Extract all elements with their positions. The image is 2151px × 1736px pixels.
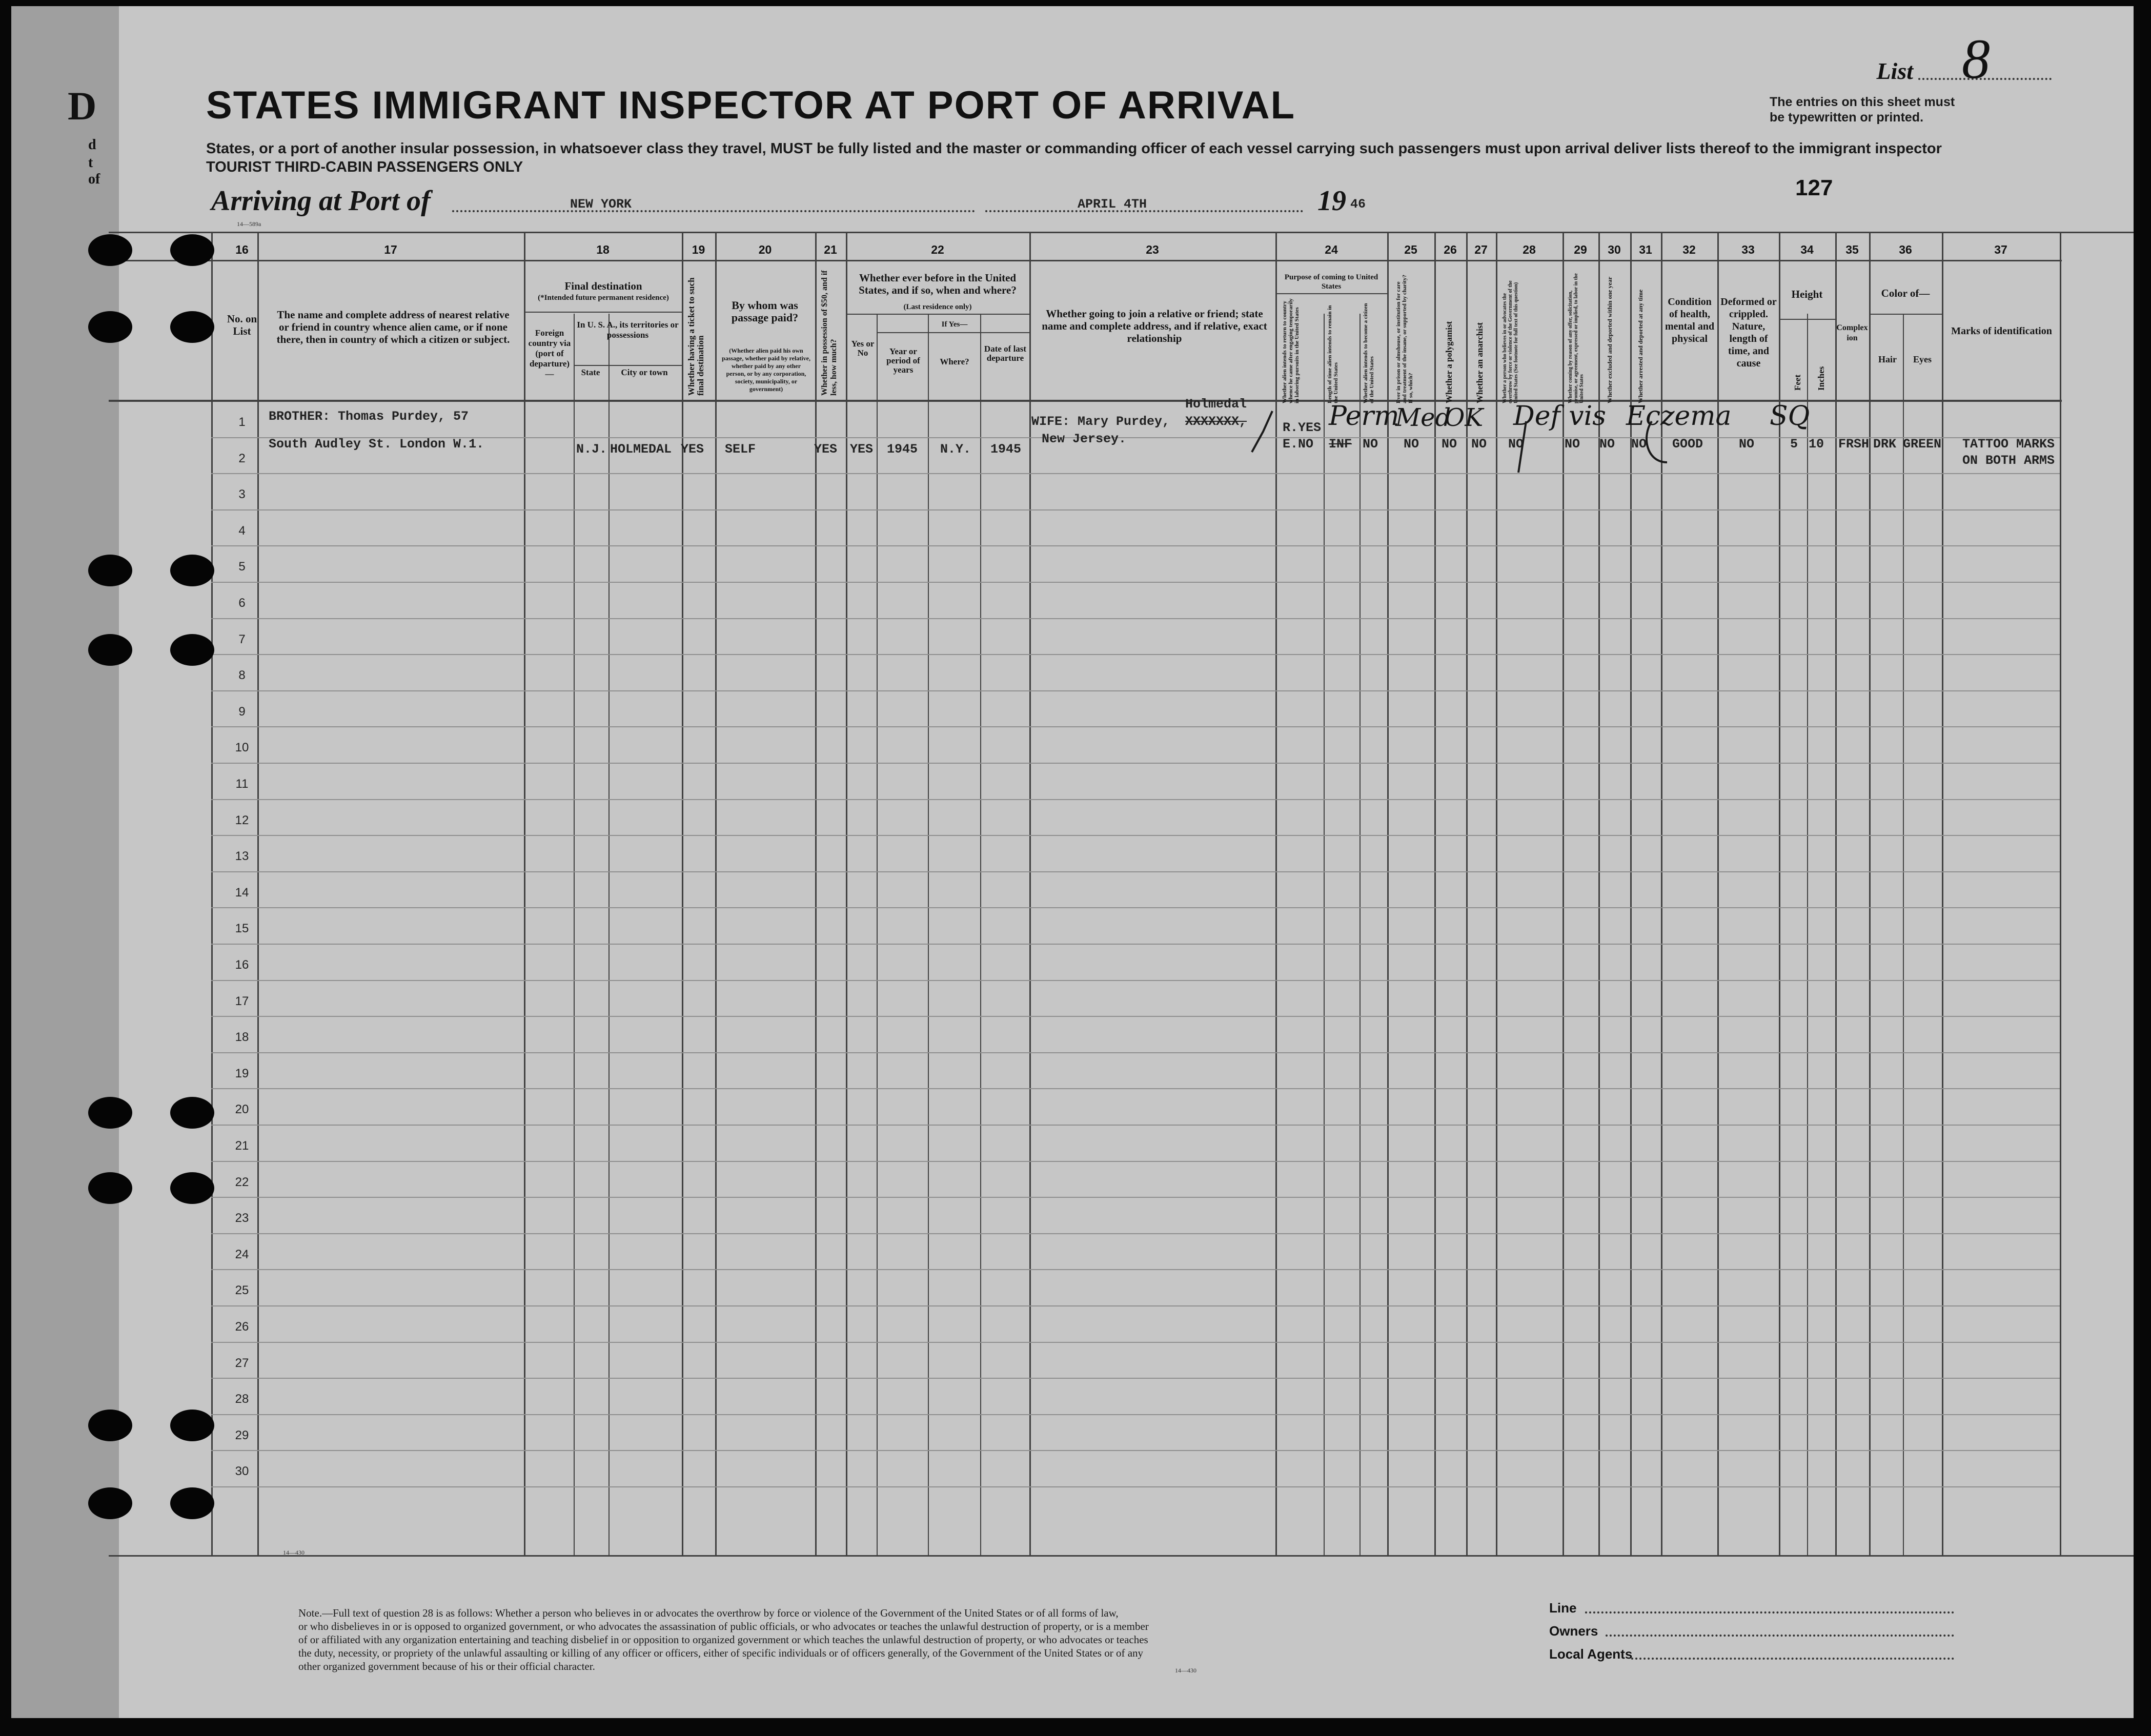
punch-hole — [170, 1097, 214, 1129]
eyes-value: GREEN — [1903, 437, 1942, 452]
grid-column-line — [1869, 232, 1871, 1555]
ticket-value: YES — [681, 442, 704, 457]
header-marks: Marks of identification — [1951, 325, 2052, 337]
header-city: City or town — [621, 367, 668, 377]
hand-eczema: Eczema — [1626, 401, 1732, 432]
row-number: 11 — [235, 777, 249, 791]
row-number: 14 — [235, 886, 249, 900]
join-line2: New Jersey. — [1042, 432, 1127, 446]
column-number: 21 — [824, 243, 837, 256]
grid-column-line — [1029, 232, 1031, 1555]
grid-column-line — [715, 232, 717, 1555]
edge-fragment: t — [88, 155, 93, 171]
header-passage-note: (Whether alien paid his own passage, whether paid by relative, whether paid by any other person, or by any corporation, society, municipality, or government) — [722, 347, 810, 393]
row-number: 8 — [238, 668, 246, 682]
column-number: 36 — [1899, 243, 1912, 256]
grid-row-line — [211, 1486, 2060, 1487]
grid-column-line — [257, 232, 259, 1555]
row-number: 7 — [238, 632, 246, 646]
punch-hole — [170, 1410, 214, 1441]
header-yes-no: Yes or No — [851, 339, 875, 358]
eczema-stroke — [1647, 421, 1667, 462]
punch-hole — [170, 634, 214, 666]
header-polygamist: Whether a polygamist — [1444, 321, 1454, 403]
grid-row-line — [211, 582, 2060, 583]
header-excluded: Whether excluded and deported within one year — [1606, 276, 1613, 403]
grid-column-line — [1835, 232, 1837, 1555]
column-number: 26 — [1444, 243, 1457, 256]
row-number: 2 — [238, 452, 246, 465]
punch-hole — [88, 1410, 132, 1441]
column-number: 30 — [1608, 243, 1621, 256]
list-number: 8 — [1962, 28, 1990, 90]
year-prefix: 19 — [1317, 185, 1346, 217]
destination-state: N.J. — [576, 442, 607, 457]
hand-marks — [1242, 401, 1805, 483]
grid-row-line — [211, 799, 2060, 800]
destination-city: HOLMEDAL — [610, 442, 672, 457]
hand-perm: Perm — [1329, 401, 1399, 432]
subheader-rule — [1779, 319, 1835, 320]
hand-sq: SQ — [1770, 401, 1810, 432]
grid-column-line — [815, 232, 817, 1555]
row-number: 16 — [235, 958, 249, 972]
column-number: 20 — [758, 243, 772, 256]
header-citizen: Whether alien intends to become a citizen of the United States — [1363, 303, 1375, 403]
grid-row-line — [211, 618, 2060, 619]
subtitle-class: TOURIST THIRD-CABIN PASSENGERS ONLY — [206, 159, 523, 175]
grid-column-line — [211, 232, 213, 1555]
column-number: 29 — [1574, 243, 1587, 256]
row-number: 18 — [235, 1030, 249, 1044]
column-number: 18 — [596, 243, 610, 256]
agents-label: Local Agents — [1549, 1646, 1633, 1662]
punch-hole — [170, 311, 214, 343]
header-in-usa: In U. S. A., its territories or possessions — [577, 320, 679, 340]
list-label: List — [1876, 58, 1913, 84]
header-final-destination-note: (*Intended future permanent residence) — [538, 294, 669, 302]
page-title: STATES IMMIGRANT INSPECTOR AT PORT OF ARRIVAL — [206, 84, 1296, 127]
before-yes-no: YES — [850, 442, 874, 457]
grid-row-line — [211, 1378, 2060, 1379]
punch-hole — [88, 311, 132, 343]
notice-line: be typewritten or printed. — [1770, 110, 1924, 125]
header-fifty-dollars: Whether in possession of $50, and if less, how much? — [820, 270, 838, 396]
header-if-yes: If Yes— — [941, 320, 968, 329]
row-number: 25 — [235, 1283, 249, 1297]
row-number: 22 — [235, 1175, 249, 1189]
grid-row-line — [211, 1342, 2060, 1343]
row-number: 26 — [235, 1320, 249, 1334]
edge-fragment: D — [68, 84, 97, 128]
punch-hole — [88, 1097, 132, 1129]
row-number: 9 — [238, 705, 246, 719]
relative-line2: South Audley St. London W.1. — [269, 437, 484, 452]
owners-label: Owners — [1549, 1623, 1598, 1639]
grid-row-line — [211, 690, 2060, 691]
date-value: APRIL 4TH — [1078, 197, 1147, 212]
header-feet: Feet — [1793, 374, 1802, 391]
grid-subcolumn-line — [1324, 314, 1325, 1555]
row-number: 30 — [235, 1464, 249, 1478]
row-number: 28 — [235, 1392, 249, 1406]
column-number: 34 — [1800, 243, 1814, 256]
prison-value: NO — [1404, 437, 1419, 452]
join-struck: XXXXXXX, — [1185, 414, 1247, 429]
punch-hole — [170, 555, 214, 586]
footnote-line: the duty, necessity, or propriety of the unlawful assaulting or killing of any officer or officers, either of specific individuals or of officers generally, of the Government of the United States or of any — [298, 1647, 1144, 1659]
grid-column-line — [1942, 232, 1943, 1555]
punch-hole — [88, 234, 132, 266]
punch-hole — [170, 1172, 214, 1204]
grid-subcolumn-line — [980, 314, 981, 1555]
subheader-rule — [878, 332, 1029, 333]
row-number: 21 — [235, 1139, 249, 1153]
header-anarchist: Whether an anarchist — [1475, 322, 1485, 403]
subtitle-instructions: States, or a port of another insular possession, in whatsoever class they travel, MUST be fully listed and the master or commanding officer of each vessel carrying such passengers must upon arrival deliver lists thereof to the immigrant inspector — [206, 140, 1942, 157]
marks-line2: ON BOTH ARMS — [1962, 453, 2055, 468]
grid-top-rule — [109, 232, 2134, 233]
grid-row-line — [211, 1305, 2060, 1306]
column-number: 37 — [1994, 243, 2007, 256]
citizen-value: NO — [1363, 437, 1378, 452]
header-passage-paid: By whom was passage paid? — [731, 299, 799, 324]
purpose-line1: R.YES — [1283, 420, 1322, 435]
footnote-line: Note.—Full text of question 28 is as follows: Whether a person who believes in or advocates the overthrow by force or violence of the Government of the United States or of all forms of law, — [298, 1607, 1119, 1619]
punch-hole — [88, 1487, 132, 1519]
header-purpose: Purpose of coming to United States — [1284, 273, 1378, 291]
grid-number-rule — [109, 260, 2062, 261]
header-deformed: Deformed or crippled. Nature, length of time, and cause — [1720, 296, 1777, 369]
hand-defvis: Def vis — [1513, 401, 1606, 432]
row-number: 10 — [235, 741, 249, 754]
grid-row-line — [211, 1197, 2060, 1198]
grid-row-line — [211, 1016, 2060, 1017]
row-number: 27 — [235, 1356, 249, 1370]
grid-row-line — [211, 1052, 2060, 1053]
header-year: Year or period of years — [886, 346, 920, 375]
port-field-line — [452, 210, 975, 212]
grid-subcolumn-line — [1903, 314, 1904, 1555]
typewritten-notice — [1770, 94, 1955, 125]
grid-row-line — [211, 509, 2060, 510]
header-height: Height — [1791, 288, 1823, 300]
header-inches: Inches — [1816, 366, 1826, 391]
before-date: 1945 — [990, 442, 1022, 457]
grid-row-line — [211, 871, 2060, 872]
grid-subcolumn-line — [928, 314, 929, 1555]
row-number: 3 — [238, 487, 246, 501]
row-number: 4 — [238, 524, 246, 538]
header-eyes: Eyes — [1913, 354, 1932, 364]
offer-value: NO — [1565, 437, 1580, 452]
deformed-value: NO — [1739, 437, 1755, 452]
relative-line1: BROTHER: Thomas Purdey, 57 — [269, 409, 469, 424]
marks-line1: TATTOO MARKS — [1962, 437, 2055, 452]
row-number: 19 — [235, 1067, 249, 1080]
header-health: Condition of health, mental and physical — [1665, 296, 1715, 344]
excluded-value: NO — [1599, 437, 1615, 452]
row-number: 29 — [235, 1428, 249, 1442]
column-number: 16 — [235, 243, 249, 256]
purpose-line2: E.NO — [1283, 437, 1314, 452]
join-line1: WIFE: Mary Purdey, — [1031, 414, 1170, 429]
form-code-bottom: 14—430 — [1175, 1667, 1196, 1674]
header-before-note: (Last residence only) — [903, 303, 972, 311]
grid-row-line — [211, 1269, 2060, 1270]
footnote-line: or who disbelieves in or is opposed to organized government, or who advocates the assassination of public officials, or who advocates or teaches the unlawful destruction of property, or is a member — [298, 1620, 1149, 1632]
column-number: 19 — [692, 243, 705, 256]
hand-med: Med — [1395, 403, 1451, 432]
manifest-sheet — [11, 6, 2134, 1718]
line-label: Line — [1549, 1600, 1577, 1616]
overthrow-stroke — [1518, 421, 1526, 473]
row-number: 6 — [238, 596, 246, 610]
header-where: Where? — [940, 357, 969, 366]
header-color: Color of— — [1881, 287, 1930, 299]
column-number: 22 — [931, 243, 944, 256]
row-number: 23 — [235, 1211, 249, 1225]
subheader-rule — [846, 314, 1029, 315]
punch-hole — [88, 1172, 132, 1204]
header-complexion: Complexion — [1836, 323, 1868, 342]
header-foreign-country: Foreign country via (port of departure)— — [528, 328, 571, 379]
arrested-value: NO — [1631, 437, 1647, 452]
grid-row-line — [211, 835, 2060, 836]
header-date-departure: Date of last departure — [984, 344, 1027, 363]
column-number: 35 — [1845, 243, 1859, 256]
year-suffix: 46 — [1350, 197, 1366, 212]
grid-row-line — [211, 1233, 2060, 1234]
page-number: 127 — [1795, 175, 1833, 200]
grid-row-line — [211, 907, 2060, 908]
row-number: 12 — [235, 813, 249, 827]
subheader-rule — [1275, 293, 1387, 294]
grid-row-line — [211, 944, 2060, 945]
header-no-on-list: No. on List — [227, 313, 257, 337]
header-length-stay: Length of time alien intends to remain in the United States — [1327, 305, 1339, 403]
arriving-label: Arriving at Port of — [211, 185, 431, 217]
column-number: 24 — [1325, 243, 1338, 256]
subheader-rule — [1869, 314, 1942, 315]
header-prison: Ever in prison or almshouse, or institution for care and treatment of the insane, or supported by charity? If so, which? — [1395, 274, 1414, 403]
header-nearest-relative: The name and complete address of nearest relative or friend in country whence alien came, or if none there, then in country of which a citizen or subject. — [276, 309, 510, 345]
punch-hole — [170, 234, 214, 266]
header-state: State — [581, 367, 600, 377]
hand-ok: OK — [1445, 403, 1484, 432]
grid-row-line — [211, 763, 2060, 764]
header-purpose-return: Whether alien intends to return to country whence he came after engaging temporarily in laboring pursuits in the United States — [1282, 298, 1300, 403]
edge-fragment: of — [88, 171, 100, 187]
column-number: 23 — [1146, 243, 1159, 256]
overthrow-value: NO — [1508, 437, 1524, 452]
health-value: GOOD — [1672, 437, 1703, 452]
grid-subcolumn-line — [877, 314, 878, 1555]
header-ticket: Whether having a ticket to such final destination — [686, 277, 705, 396]
grid-row-line — [211, 726, 2060, 727]
subheader-rule — [524, 312, 682, 313]
footnote-line: other organized government because of his or their official character. — [298, 1660, 595, 1672]
column-number: 33 — [1741, 243, 1755, 256]
passage-value: SELF — [725, 442, 756, 457]
row-number: 1 — [238, 415, 246, 429]
column-number: 25 — [1404, 243, 1417, 256]
row-number: 24 — [235, 1248, 249, 1261]
before-year: 1945 — [887, 442, 918, 457]
column-number: 27 — [1474, 243, 1488, 256]
port-value: NEW YORK — [570, 197, 632, 212]
grid-subcolumn-line — [608, 314, 610, 1555]
grid-row-line — [211, 980, 2060, 981]
grid-subcolumn-line — [1807, 314, 1808, 1555]
edge-fragment: d — [88, 137, 96, 153]
row-number: 17 — [235, 994, 249, 1008]
grid-row-line — [211, 1161, 2060, 1162]
column-number: 32 — [1682, 243, 1696, 256]
column-number: 17 — [384, 243, 397, 256]
row-number: 13 — [235, 849, 249, 863]
before-where: N.Y. — [940, 442, 971, 457]
grid-row-line — [211, 1088, 2060, 1089]
header-hair: Hair — [1878, 354, 1897, 364]
grid-column-line — [2060, 232, 2061, 1555]
form-code-grid: 14—430 — [283, 1549, 305, 1556]
punch-hole — [88, 555, 132, 586]
row-number: 15 — [235, 922, 249, 935]
header-arrested: Whether arrested and deported at any time — [1637, 289, 1644, 403]
hair-value: DRK — [1873, 437, 1897, 452]
join-inserted: Holmedal — [1185, 397, 1247, 412]
header-overthrow: Whether a person who believes in or advocates the overthrow by force or violence of the Government of the United States (See footnote for full text of this question) — [1502, 280, 1519, 403]
footnote — [298, 1606, 1375, 1673]
agents-field — [1631, 1658, 1954, 1660]
check-mark — [1252, 411, 1272, 452]
line-field — [1585, 1611, 1954, 1614]
grid-row-line — [211, 654, 2060, 655]
form-code-top: 14—589a — [237, 220, 261, 228]
grid-subcolumn-line — [574, 314, 575, 1555]
punch-hole — [88, 634, 132, 666]
polygamist-value: NO — [1442, 437, 1457, 452]
complexion-value: FRSH — [1838, 437, 1870, 452]
grid-column-line — [846, 232, 847, 1555]
anarchist-value: NO — [1471, 437, 1487, 452]
grid-row-line — [211, 1414, 2060, 1415]
grid-column-line — [682, 232, 683, 1555]
header-final-destination: Final destination — [564, 280, 642, 292]
grid-row-line — [211, 1125, 2060, 1126]
header-offer-labor: Whether coming by reason of any offer, solicitation, promise, or agreement, expressed or implied, to labor in the United States — [1568, 273, 1585, 403]
subheader-rule — [574, 365, 682, 366]
notice-line: The entries on this sheet must — [1770, 95, 1955, 109]
grid-row-line — [211, 1450, 2060, 1451]
owners-field — [1606, 1635, 1954, 1637]
height-feet: 5 — [1790, 437, 1798, 452]
row-number: 20 — [235, 1102, 249, 1116]
grid-row-line — [211, 545, 2060, 546]
length-value: INF — [1329, 437, 1352, 452]
header-before-in-us: Whether ever before in the United States, and if so, when and where? — [859, 272, 1017, 296]
row-number: 5 — [238, 560, 246, 574]
punch-hole — [170, 1487, 214, 1519]
column-number: 28 — [1523, 243, 1536, 256]
grid-subcolumn-line — [1359, 314, 1361, 1555]
column-number: 31 — [1639, 243, 1652, 256]
grid-column-line — [524, 232, 525, 1555]
header-join-relative: Whether going to join a relative or friend; state name and complete address, and if relative, exact relationship — [1042, 308, 1267, 344]
footnote-line: of or affiliated with any organization entertaining and teaching disbelief in or opposition to organized government or which teaches the unlawful destruction of property, or who advocates or teaches — [298, 1633, 1148, 1646]
height-inches: 10 — [1809, 437, 1824, 452]
fifty-value: YES — [814, 442, 838, 457]
grid-bottom-rule — [109, 1555, 2134, 1557]
